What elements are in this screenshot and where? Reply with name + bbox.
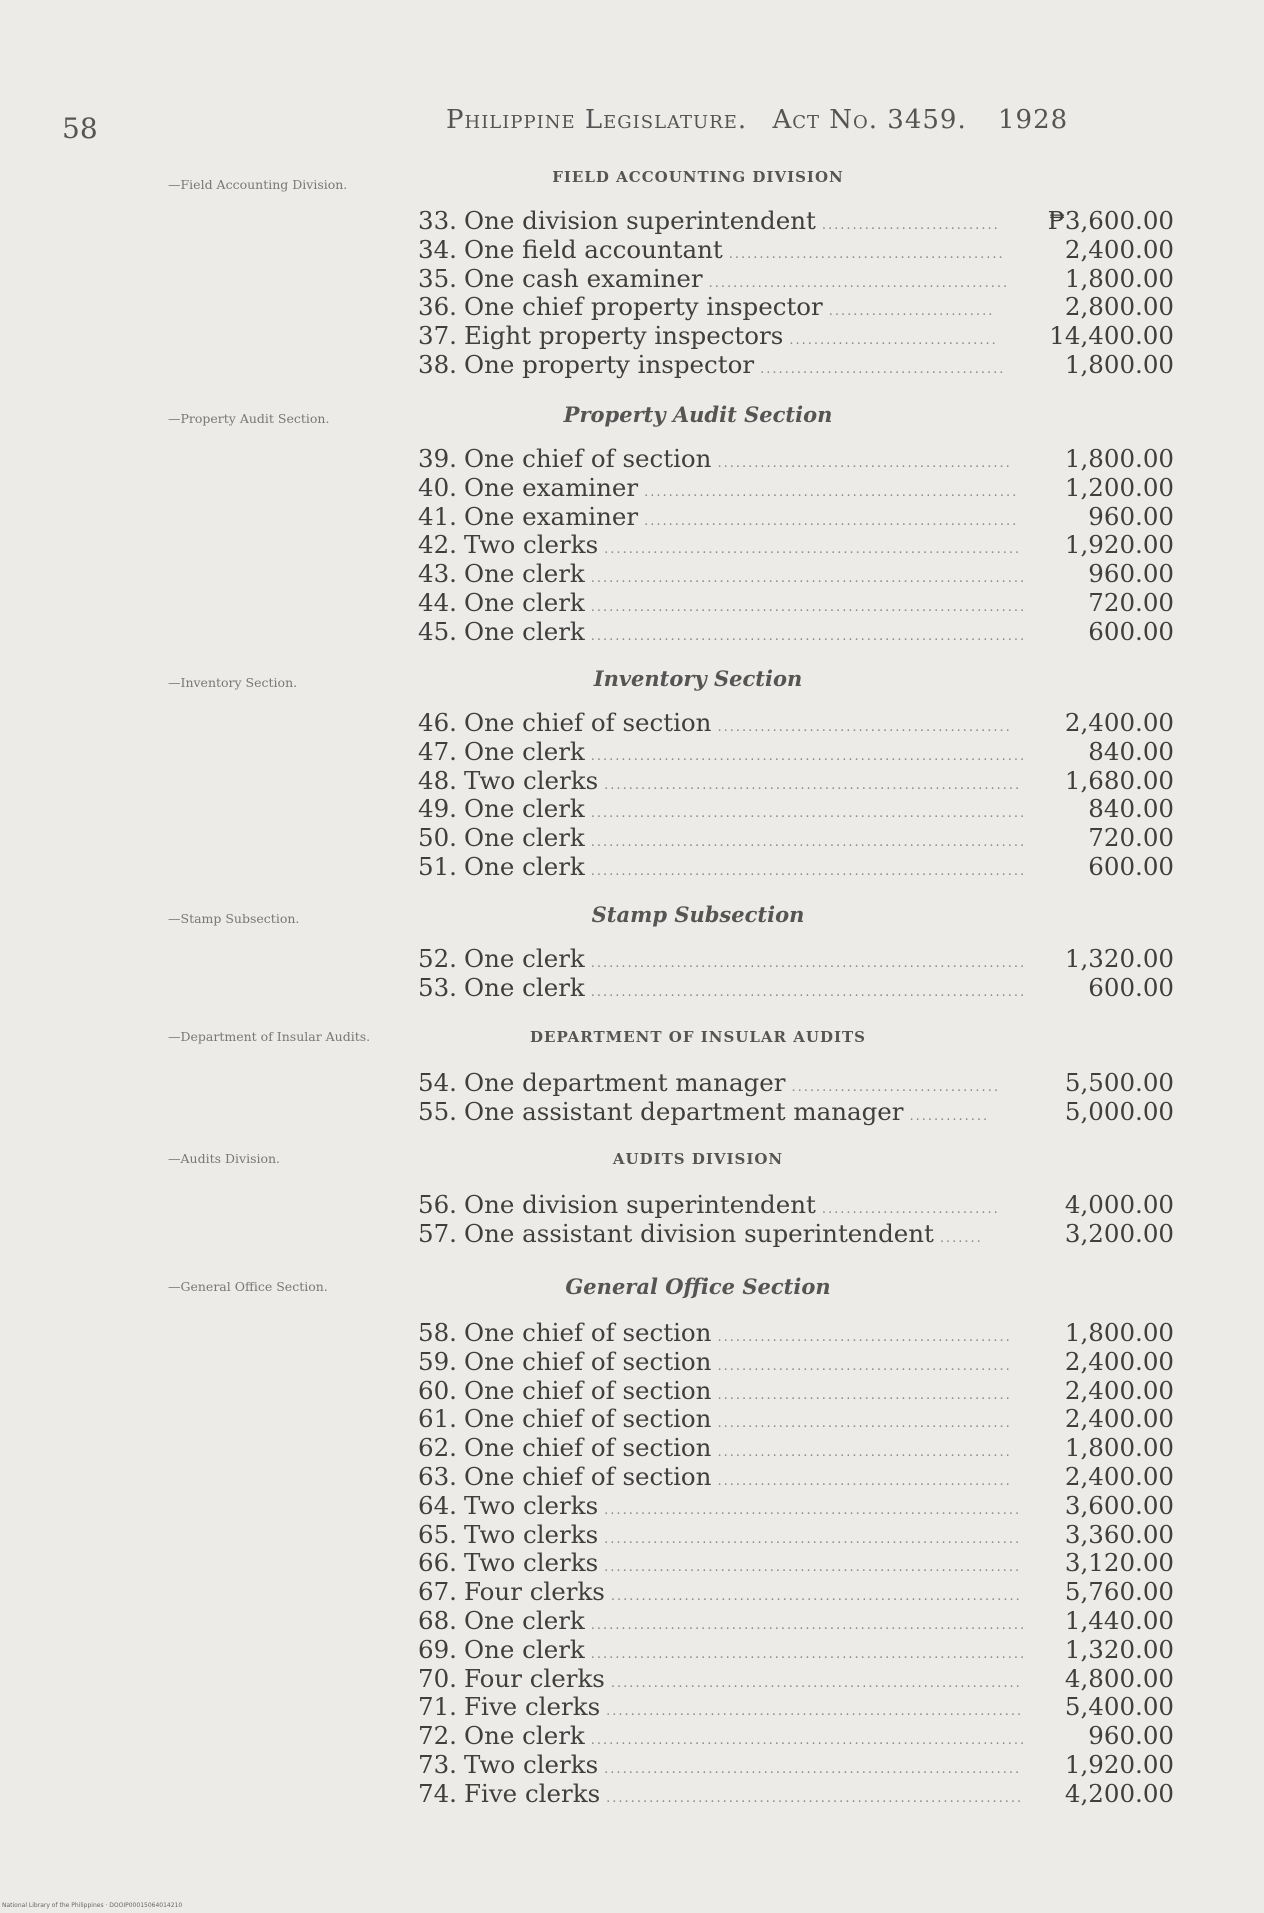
item-amount: 4,000.00 bbox=[1064, 1190, 1174, 1219]
item-number: 36. bbox=[418, 292, 457, 322]
item-number: 43. bbox=[418, 559, 457, 589]
item-number: 73. bbox=[418, 1749, 457, 1779]
appropriation-row bbox=[418, 1750, 1178, 1779]
item-description: Two clerks bbox=[464, 1519, 599, 1549]
dot-leader: .................................................................... bbox=[606, 1704, 1024, 1720]
item-number: 60. bbox=[418, 1375, 457, 1405]
dot-leader: .................................................................... bbox=[606, 1790, 1024, 1806]
running-head bbox=[446, 105, 1068, 135]
dot-leader: .................................................................... bbox=[604, 777, 1022, 793]
item-number: 61. bbox=[418, 1404, 457, 1434]
appropriation-row bbox=[418, 737, 1178, 766]
appropriation-row bbox=[418, 1462, 1178, 1491]
item-number: 39. bbox=[418, 444, 457, 473]
item-amount: 840.00 bbox=[1088, 736, 1174, 766]
dot-leader: ........................................ bbox=[760, 361, 1006, 377]
item-amount: 2,400.00 bbox=[1064, 234, 1174, 264]
item-amount: ₱3,600.00 bbox=[1047, 206, 1174, 235]
item-amount: 1,200.00 bbox=[1064, 472, 1174, 502]
section-heading: Inventory Section bbox=[593, 666, 803, 691]
dot-leader: ....................................................................... bbox=[590, 835, 1027, 851]
item-amount: 1,320.00 bbox=[1064, 1634, 1174, 1664]
item-description: One property inspector bbox=[464, 349, 755, 379]
appropriation-row bbox=[418, 944, 1178, 973]
section-block bbox=[418, 1028, 1178, 1126]
item-amount: 960.00 bbox=[1088, 501, 1174, 531]
item-amount: 600.00 bbox=[1088, 851, 1174, 881]
dot-leader: ............................................................. bbox=[644, 484, 1019, 500]
dot-leader: ............................. bbox=[821, 1202, 1000, 1217]
item-description: One clerk bbox=[464, 944, 585, 973]
dot-leader: ....................................................................... bbox=[590, 863, 1027, 879]
item-number: 72. bbox=[418, 1721, 457, 1751]
item-amount: 3,360.00 bbox=[1064, 1519, 1174, 1549]
dot-leader: ................................................................... bbox=[610, 1675, 1022, 1691]
item-number: 38. bbox=[418, 349, 457, 379]
item-description: Five clerks bbox=[464, 1692, 601, 1722]
item-number: 70. bbox=[418, 1663, 457, 1693]
dot-leader: .................................................................... bbox=[604, 542, 1022, 558]
margin-note-audits-division: —Audits Division. bbox=[168, 1151, 281, 1166]
item-amount: 5,400.00 bbox=[1064, 1692, 1174, 1722]
appropriation-row bbox=[418, 321, 1178, 350]
section-block bbox=[418, 168, 1178, 379]
appropriation-row bbox=[418, 1318, 1178, 1347]
margin-note-stamp: —Stamp Subsection. bbox=[168, 911, 300, 926]
dot-leader: ................................................ bbox=[717, 1330, 1012, 1345]
act-year: 1928 bbox=[998, 105, 1069, 135]
item-description: One examiner bbox=[464, 472, 639, 502]
item-description: One chief of section bbox=[464, 1346, 712, 1376]
appropriation-row bbox=[418, 1577, 1178, 1606]
item-number: 41. bbox=[418, 501, 457, 531]
item-number: 51. bbox=[418, 851, 457, 881]
item-description: One clerk bbox=[464, 794, 585, 824]
item-amount: 5,000.00 bbox=[1064, 1096, 1174, 1126]
item-number: 48. bbox=[418, 765, 457, 795]
item-description: One chief of section bbox=[464, 1375, 712, 1405]
item-number: 50. bbox=[418, 823, 457, 853]
item-amount: 3,120.00 bbox=[1064, 1548, 1174, 1578]
margin-note-field-accounting: —Field Accounting Division. bbox=[168, 177, 348, 192]
item-number: 71. bbox=[418, 1692, 457, 1722]
section-heading: General Office Section bbox=[565, 1274, 831, 1299]
dot-leader: .................................................................... bbox=[604, 1761, 1022, 1777]
item-amount: 3,600.00 bbox=[1064, 1490, 1174, 1520]
item-amount: 4,200.00 bbox=[1064, 1778, 1174, 1808]
item-description: One clerk bbox=[464, 972, 585, 1002]
dot-leader: ............. bbox=[909, 1108, 990, 1124]
appropriation-row bbox=[418, 264, 1178, 293]
item-description: Four clerks bbox=[464, 1663, 605, 1693]
dot-leader: .................................................................... bbox=[604, 1531, 1022, 1547]
item-amount: 1,320.00 bbox=[1064, 944, 1174, 973]
item-number: 44. bbox=[418, 587, 457, 617]
dot-leader: .................................. bbox=[789, 333, 998, 349]
item-amount: 960.00 bbox=[1088, 559, 1174, 589]
item-amount: 720.00 bbox=[1088, 823, 1174, 853]
section-block bbox=[418, 1274, 1178, 1808]
appropriation-row bbox=[418, 1692, 1178, 1721]
appropriation-row bbox=[418, 1491, 1178, 1520]
appropriation-row bbox=[418, 1779, 1178, 1808]
item-number: 46. bbox=[418, 708, 457, 737]
appropriation-row bbox=[418, 1664, 1178, 1693]
appropriation-row bbox=[418, 530, 1178, 559]
library-edge-note: National Library of the Philippines · DOOIP00015064014210 bbox=[2, 1902, 183, 1909]
item-number: 59. bbox=[418, 1346, 457, 1376]
act-number: Act No. 3459. bbox=[772, 105, 967, 135]
item-number: 56. bbox=[418, 1190, 457, 1219]
item-description: One clerk bbox=[464, 559, 585, 589]
dot-leader: ............................................. bbox=[728, 246, 1005, 262]
appropriation-row bbox=[418, 766, 1178, 795]
appropriation-row bbox=[418, 1376, 1178, 1405]
appropriation-row bbox=[418, 350, 1178, 379]
item-description: One clerk bbox=[464, 851, 585, 881]
item-description: One clerk bbox=[464, 587, 585, 617]
dot-leader: ................................................ bbox=[717, 1445, 1012, 1461]
appropriation-row bbox=[418, 1548, 1178, 1577]
item-description: One clerk bbox=[464, 1721, 585, 1751]
item-amount: 600.00 bbox=[1088, 616, 1174, 646]
item-description: Two clerks bbox=[464, 1749, 599, 1779]
item-number: 65. bbox=[418, 1519, 457, 1549]
item-number: 67. bbox=[418, 1577, 457, 1607]
dot-leader: ....................................................................... bbox=[590, 748, 1027, 764]
section-block bbox=[418, 402, 1178, 646]
appropriation-row bbox=[418, 1347, 1178, 1376]
item-description: One cash examiner bbox=[464, 263, 703, 293]
appropriation-row bbox=[418, 794, 1178, 823]
dot-leader: ................................................ bbox=[717, 1473, 1012, 1489]
item-description: One clerk bbox=[464, 1634, 585, 1664]
item-amount: 2,400.00 bbox=[1064, 1375, 1174, 1405]
appropriation-row bbox=[418, 502, 1178, 531]
margin-note-inventory: —Inventory Section. bbox=[168, 675, 298, 690]
item-description: One clerk bbox=[464, 1605, 585, 1635]
item-description: One clerk bbox=[464, 823, 585, 853]
margin-note-property-audit: —Property Audit Section. bbox=[168, 411, 330, 426]
dot-leader: ............................................................. bbox=[644, 513, 1019, 529]
item-description: One chief of section bbox=[464, 708, 712, 737]
dot-leader: .................................................................... bbox=[604, 1502, 1022, 1518]
appropriation-row bbox=[418, 852, 1178, 881]
appropriation-row bbox=[418, 617, 1178, 646]
dot-leader: ....................................................................... bbox=[590, 628, 1027, 644]
section-block bbox=[418, 666, 1178, 881]
item-description: One chief property inspector bbox=[464, 292, 823, 322]
dot-leader: ....................................................................... bbox=[590, 1733, 1027, 1749]
item-amount: 5,500.00 bbox=[1064, 1068, 1174, 1097]
item-amount: 840.00 bbox=[1088, 794, 1174, 824]
appropriation-row bbox=[418, 1190, 1178, 1219]
item-description: One chief of section bbox=[464, 1433, 712, 1463]
margin-note-general-office: —General Office Section. bbox=[168, 1279, 328, 1294]
appropriation-row bbox=[418, 1520, 1178, 1549]
dot-leader: .................................................................... bbox=[604, 1560, 1022, 1576]
dot-leader: ................................................ bbox=[717, 1358, 1012, 1374]
appropriation-row bbox=[418, 1068, 1178, 1097]
item-description: One chief of section bbox=[464, 444, 712, 473]
item-amount: 2,400.00 bbox=[1064, 1461, 1174, 1491]
item-description: One division superintendent bbox=[464, 206, 816, 235]
item-description: One department manager bbox=[464, 1068, 786, 1097]
dot-leader: ....................................................................... bbox=[590, 571, 1027, 587]
dot-leader: ....... bbox=[939, 1230, 983, 1246]
item-description: One chief of section bbox=[464, 1461, 712, 1491]
appropriation-row bbox=[418, 235, 1178, 264]
appropriation-row bbox=[418, 973, 1178, 1002]
appropriation-row bbox=[418, 1097, 1178, 1126]
appropriation-row bbox=[418, 292, 1178, 321]
item-number: 74. bbox=[418, 1778, 457, 1808]
appropriation-row bbox=[418, 206, 1178, 235]
dot-leader: ................................................ bbox=[717, 720, 1012, 735]
dot-leader: ................................................ bbox=[717, 456, 1012, 471]
item-amount: 1,440.00 bbox=[1064, 1605, 1174, 1635]
page-number: 58 bbox=[62, 112, 98, 145]
item-number: 53. bbox=[418, 972, 457, 1002]
dot-leader: ............................. bbox=[821, 218, 1000, 233]
section-heading: AUDITS DIVISION bbox=[612, 1150, 784, 1168]
appropriation-row bbox=[418, 473, 1178, 502]
dot-leader: ........................... bbox=[828, 304, 995, 320]
dot-leader: ....................................................................... bbox=[590, 806, 1027, 822]
appropriation-row bbox=[418, 1606, 1178, 1635]
item-amount: 960.00 bbox=[1088, 1721, 1174, 1751]
dot-leader: ................................................. bbox=[708, 275, 1010, 291]
item-number: 49. bbox=[418, 794, 457, 824]
item-number: 62. bbox=[418, 1433, 457, 1463]
item-number: 57. bbox=[418, 1218, 457, 1248]
item-number: 47. bbox=[418, 736, 457, 766]
appropriation-row bbox=[418, 708, 1178, 737]
item-amount: 720.00 bbox=[1088, 587, 1174, 617]
item-number: 54. bbox=[418, 1068, 457, 1097]
item-number: 64. bbox=[418, 1490, 457, 1520]
item-amount: 1,920.00 bbox=[1064, 1749, 1174, 1779]
item-amount: 1,800.00 bbox=[1064, 1318, 1174, 1347]
item-amount: 1,800.00 bbox=[1064, 263, 1174, 293]
item-number: 52. bbox=[418, 944, 457, 973]
item-number: 40. bbox=[418, 472, 457, 502]
dot-leader: ................................................................... bbox=[610, 1589, 1022, 1605]
item-amount: 1,800.00 bbox=[1064, 349, 1174, 379]
item-description: Four clerks bbox=[464, 1577, 605, 1607]
item-number: 63. bbox=[418, 1461, 457, 1491]
item-description: Five clerks bbox=[464, 1778, 601, 1808]
item-number: 45. bbox=[418, 616, 457, 646]
dot-leader: ....................................................................... bbox=[590, 984, 1027, 1000]
item-description: Two clerks bbox=[464, 1548, 599, 1578]
item-number: 68. bbox=[418, 1605, 457, 1635]
appropriation-row bbox=[418, 1635, 1178, 1664]
dot-leader: ....................................................................... bbox=[590, 1646, 1027, 1662]
item-description: Two clerks bbox=[464, 1490, 599, 1520]
dot-leader: ....................................................................... bbox=[590, 1617, 1027, 1633]
item-amount: 14,400.00 bbox=[1049, 321, 1174, 351]
item-description: One examiner bbox=[464, 501, 639, 531]
dot-leader: ....................................................................... bbox=[590, 599, 1027, 615]
appropriation-row bbox=[418, 1404, 1178, 1433]
dot-leader: .................................. bbox=[791, 1080, 1000, 1095]
appropriation-row bbox=[418, 444, 1178, 473]
dot-leader: ................................................ bbox=[717, 1416, 1012, 1432]
item-amount: 600.00 bbox=[1088, 972, 1174, 1002]
item-amount: 1,800.00 bbox=[1064, 444, 1174, 473]
appropriation-row bbox=[418, 1721, 1178, 1750]
item-description: One division superintendent bbox=[464, 1190, 816, 1219]
item-description: One field accountant bbox=[464, 234, 723, 264]
item-number: 58. bbox=[418, 1318, 457, 1347]
section-heading: Property Audit Section bbox=[563, 402, 833, 427]
appropriation-row bbox=[418, 1219, 1178, 1248]
item-amount: 2,400.00 bbox=[1064, 1346, 1174, 1376]
item-description: One chief of section bbox=[464, 1318, 712, 1347]
item-description: One assistant department manager bbox=[464, 1096, 904, 1126]
section-block bbox=[418, 902, 1178, 1002]
item-description: One clerk bbox=[464, 736, 585, 766]
item-amount: 2,800.00 bbox=[1064, 292, 1174, 322]
item-amount: 3,200.00 bbox=[1064, 1218, 1174, 1248]
item-number: 34. bbox=[418, 234, 457, 264]
item-number: 33. bbox=[418, 206, 457, 235]
item-description: One chief of section bbox=[464, 1404, 712, 1434]
item-number: 69. bbox=[418, 1634, 457, 1664]
appropriation-row bbox=[418, 588, 1178, 617]
item-amount: 4,800.00 bbox=[1064, 1663, 1174, 1693]
item-amount: 1,800.00 bbox=[1064, 1433, 1174, 1463]
item-description: Two clerks bbox=[464, 765, 599, 795]
section-heading: Stamp Subsection bbox=[591, 902, 805, 927]
margin-note-insular-audits: —Department of Insular Audits. bbox=[168, 1029, 371, 1044]
section-heading: DEPARTMENT OF INSULAR AUDITS bbox=[530, 1028, 866, 1046]
item-number: 42. bbox=[418, 530, 457, 560]
item-number: 66. bbox=[418, 1548, 457, 1578]
dot-leader: ................................................ bbox=[717, 1387, 1012, 1403]
item-amount: 1,920.00 bbox=[1064, 530, 1174, 560]
item-description: One assistant division superintendent bbox=[464, 1218, 934, 1248]
dot-leader: ....................................................................... bbox=[590, 956, 1027, 971]
item-amount: 2,400.00 bbox=[1064, 1404, 1174, 1434]
item-description: One clerk bbox=[464, 616, 585, 646]
legislature-title: Philippine Legislature. bbox=[446, 105, 748, 135]
item-amount: 2,400.00 bbox=[1064, 708, 1174, 737]
item-amount: 1,680.00 bbox=[1064, 765, 1174, 795]
item-amount: 5,760.00 bbox=[1064, 1577, 1174, 1607]
item-number: 35. bbox=[418, 263, 457, 293]
item-description: Eight property inspectors bbox=[464, 321, 784, 351]
section-block bbox=[418, 1150, 1178, 1248]
item-number: 37. bbox=[418, 321, 457, 351]
appropriation-row bbox=[418, 1433, 1178, 1462]
item-description: Two clerks bbox=[464, 530, 599, 560]
section-heading: FIELD ACCOUNTING DIVISION bbox=[552, 168, 844, 186]
item-number: 55. bbox=[418, 1096, 457, 1126]
appropriation-row bbox=[418, 823, 1178, 852]
appropriation-row bbox=[418, 559, 1178, 588]
